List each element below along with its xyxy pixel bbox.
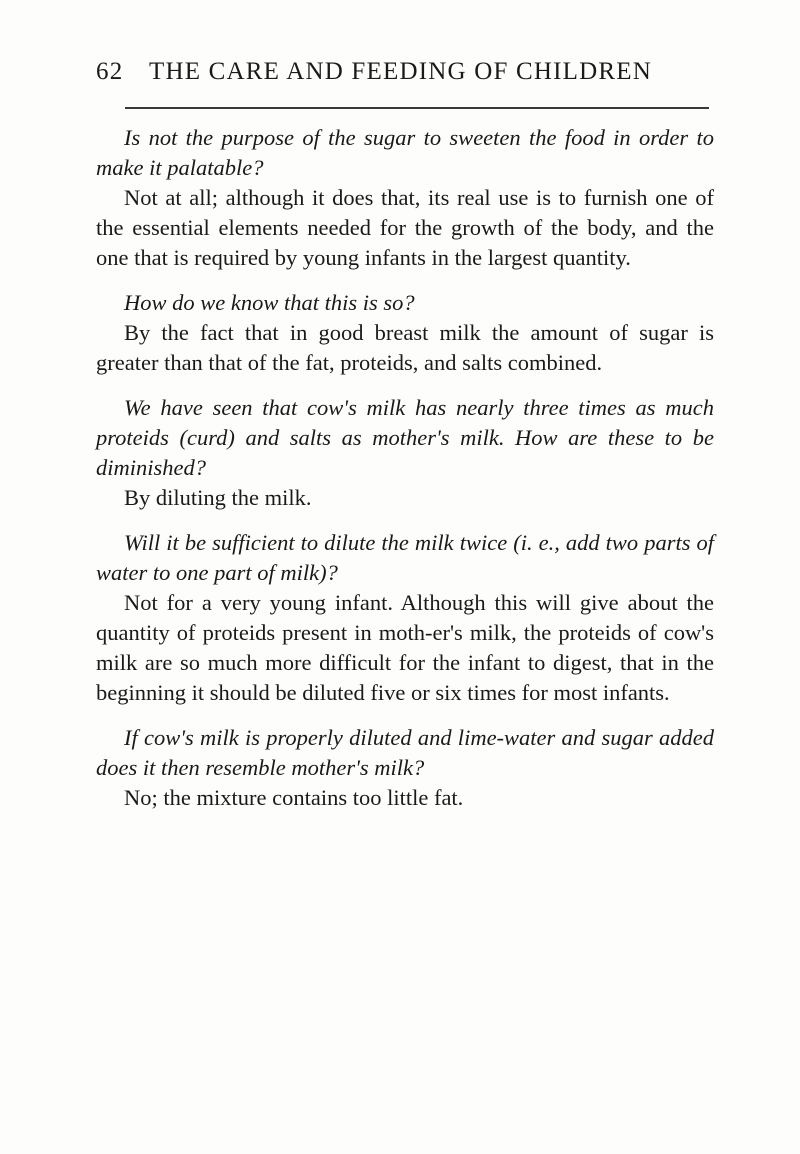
qa-entry bbox=[96, 723, 714, 813]
page-number: 62 bbox=[96, 58, 124, 85]
question: If cow's milk is properly diluted and lime-water and sugar added does it then resemble mother's milk? bbox=[96, 725, 714, 780]
running-title: THE CARE AND FEEDING OF CHILDREN bbox=[149, 58, 652, 85]
running-head bbox=[96, 58, 716, 88]
answer: By diluting the milk. bbox=[124, 485, 312, 510]
answer: No; the mixture contains too little fat. bbox=[124, 785, 464, 810]
answer: Not at all; although it does that, its real use is to furnish one of the essential elements needed for the growth of the body, and the one that is required by young infants in the largest quantity. bbox=[96, 185, 714, 270]
qa-entry bbox=[96, 393, 714, 513]
qa-entry bbox=[96, 528, 714, 708]
page-body bbox=[96, 123, 714, 828]
header-rule bbox=[125, 107, 709, 109]
answer: By the fact that in good breast milk the amount of sugar is greater than that of the fat, proteids, and salts combined. bbox=[96, 320, 714, 375]
question: How do we know that this is so? bbox=[124, 290, 415, 315]
question: We have seen that cow's milk has nearly three times as much proteids (curd) and salts as mother's milk. How are these to be diminished? bbox=[96, 395, 714, 480]
answer: Not for a very young infant. Although this will give about the quantity of proteids present in moth-er's milk, the proteids of cow's milk are so much more difficult for the infant to digest, that in the beginning it should be diluted five or six times for most infants. bbox=[96, 590, 714, 705]
question: Will it be sufficient to dilute the milk twice (i. e., add two parts of water to one part of milk)? bbox=[96, 530, 714, 585]
qa-entry bbox=[96, 123, 714, 273]
qa-entry bbox=[96, 288, 714, 378]
question: Is not the purpose of the sugar to sweeten the food in order to make it palatable? bbox=[96, 125, 714, 180]
